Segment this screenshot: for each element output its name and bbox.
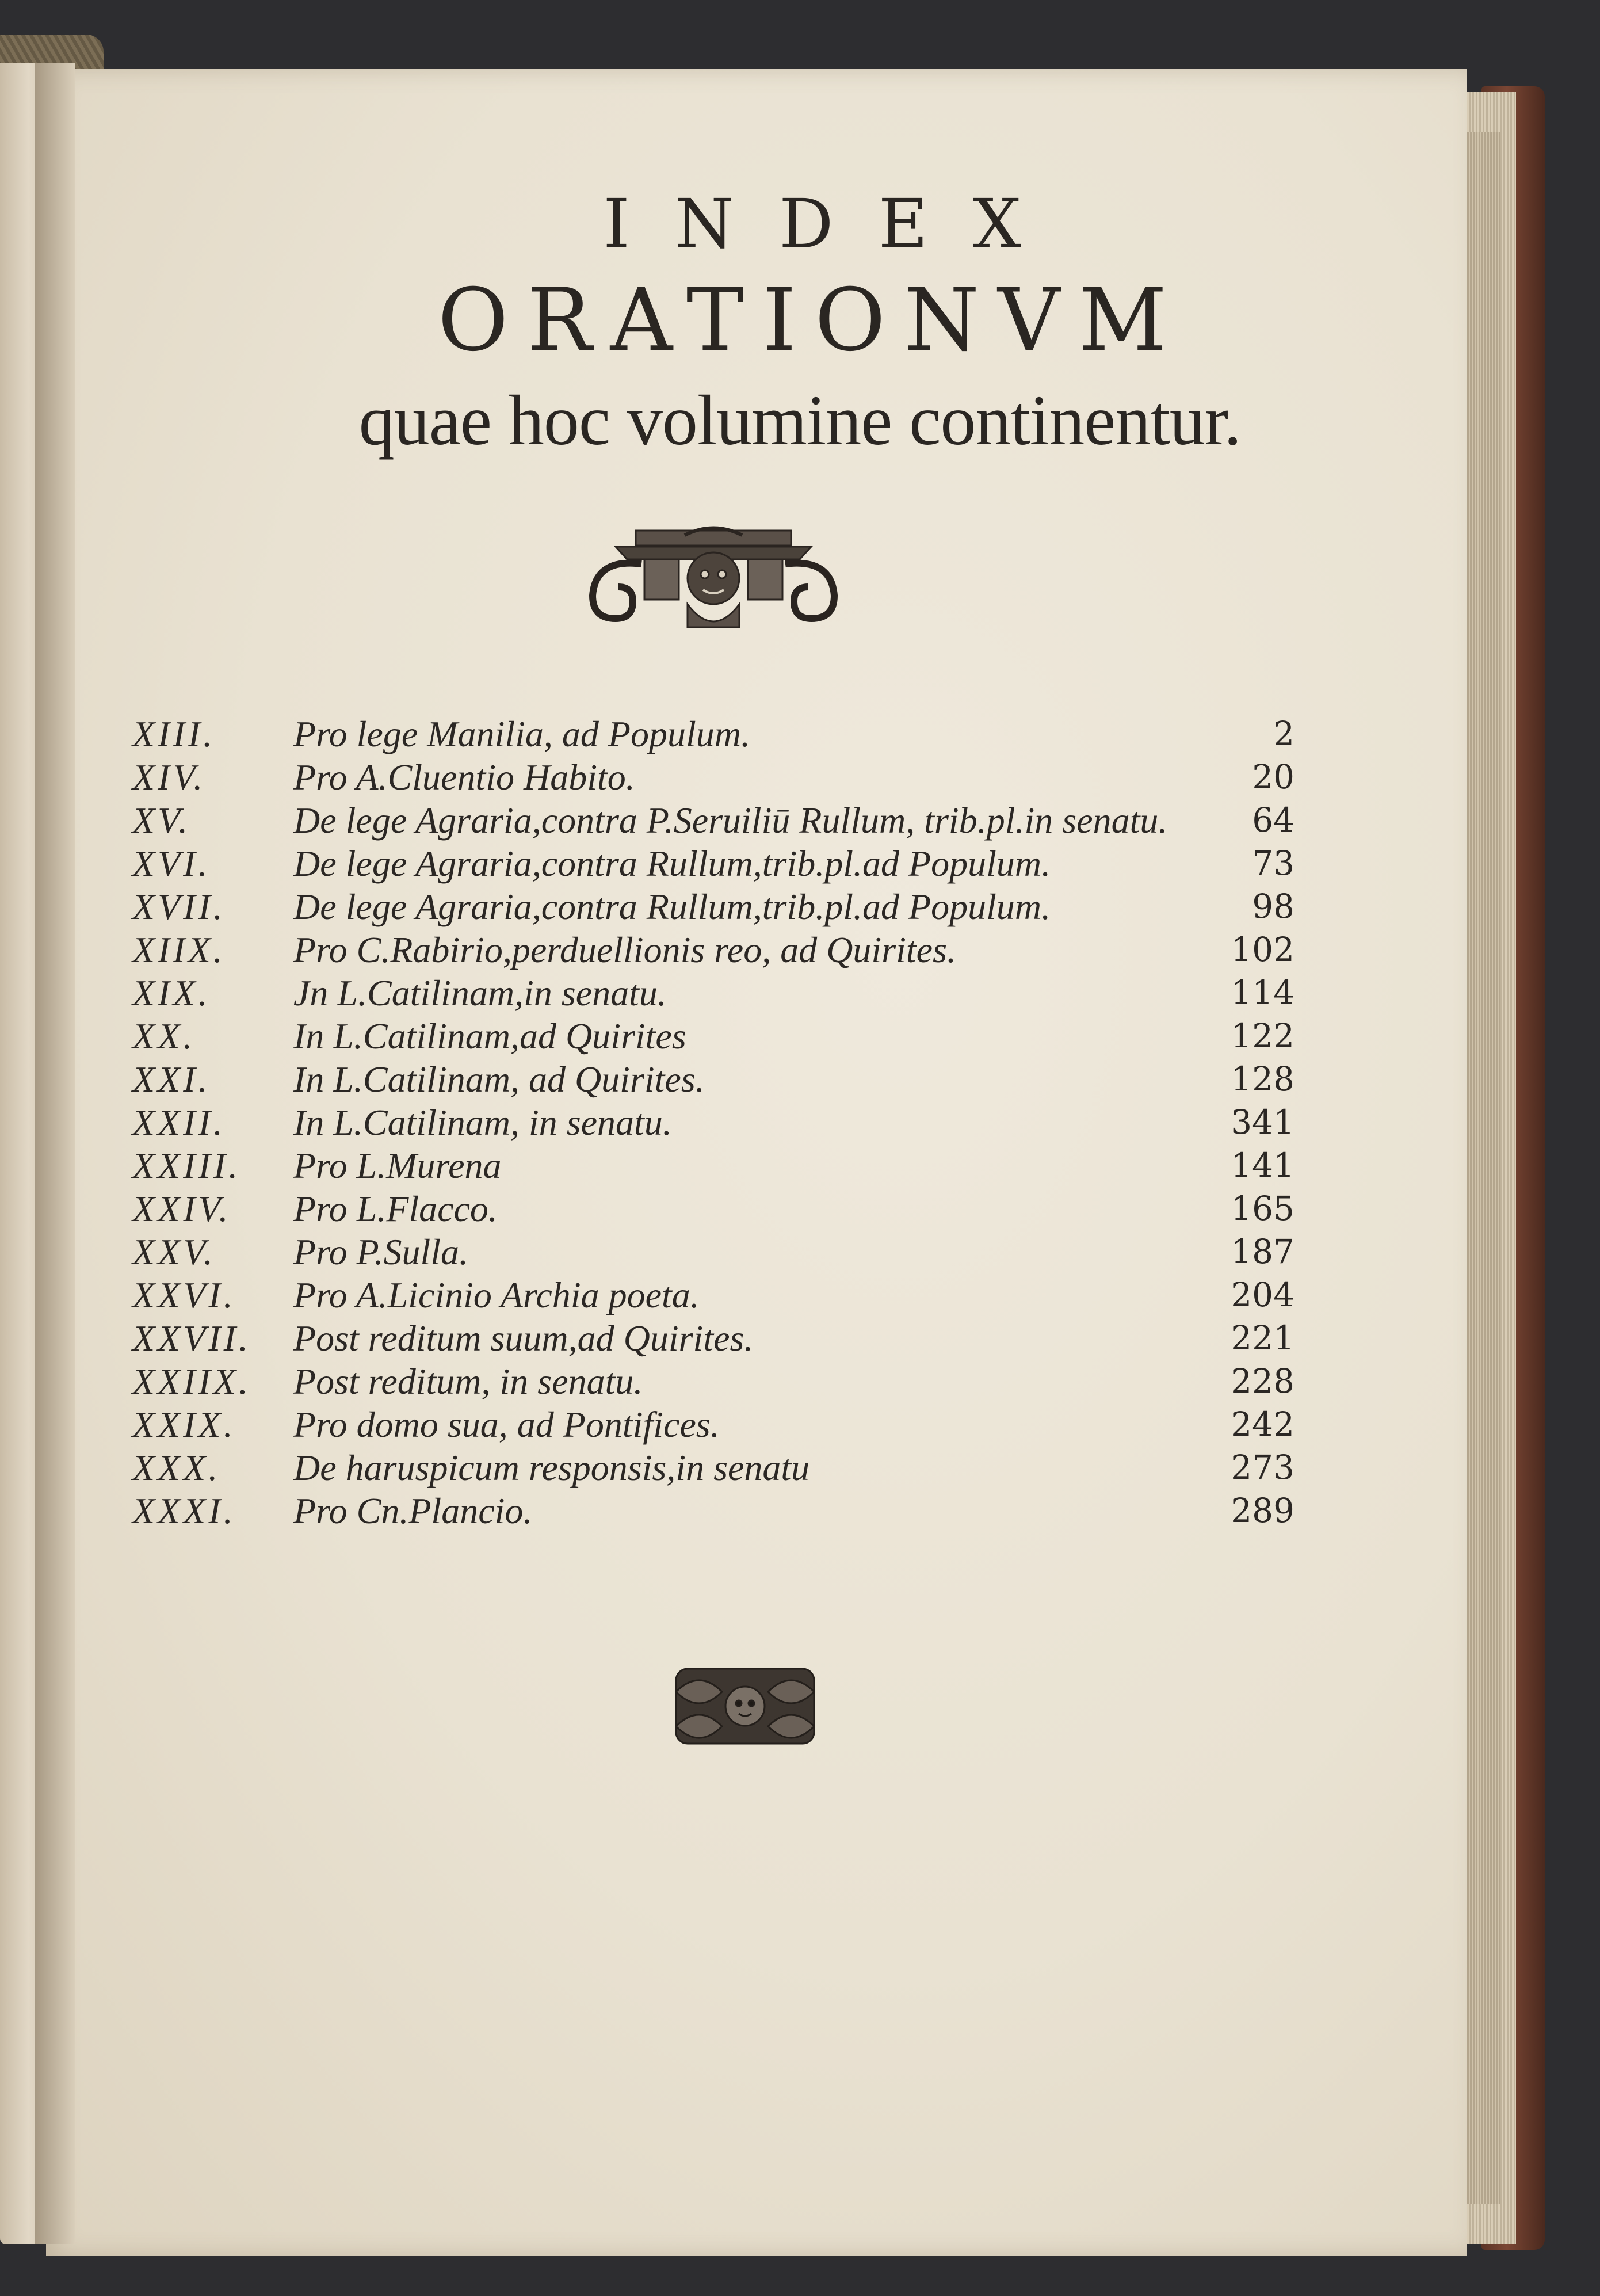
- index-entry-page: 114: [1231, 973, 1294, 1012]
- index-entry-numeral: XVII.: [132, 886, 226, 927]
- index-entry: [132, 971, 1294, 1014]
- index-entry-title: Pro lege Manilia, ad Populum.: [293, 714, 750, 754]
- index-entry-page: 128: [1231, 1059, 1294, 1099]
- index-entry-title: De lege Agraria,contra Rullum,trib.pl.ad Populum.: [293, 886, 1051, 927]
- index-entry-page: 102: [1231, 930, 1294, 969]
- index-entry-page: 122: [1231, 1016, 1294, 1055]
- index-entry-title: Pro Cn.Plancio.: [293, 1490, 533, 1531]
- index-entry-numeral: XXVII.: [132, 1318, 251, 1359]
- index-entry-title: Pro domo sua, ad Pontifices.: [293, 1404, 720, 1445]
- index-entry: [132, 1446, 1294, 1489]
- headpiece-ornament-icon: [581, 524, 846, 644]
- index-entry-page: 141: [1231, 1146, 1294, 1185]
- index-entry: [132, 1489, 1294, 1532]
- index-entry-numeral: XIV.: [132, 757, 206, 798]
- heading-orationum: ORATIONVM: [437, 270, 1186, 371]
- index-entry: [132, 1230, 1294, 1273]
- index-entry: [132, 1187, 1294, 1230]
- index-entry-title: In L.Catilinam, in senatu.: [293, 1102, 672, 1143]
- index-entry-title: De haruspicum responsis,in senatu: [293, 1447, 810, 1488]
- index-entry: [132, 712, 1294, 756]
- index-entry-page: 273: [1231, 1448, 1294, 1487]
- index-entry-page: 341: [1231, 1103, 1294, 1142]
- index-entry-title: Post reditum suum,ad Quirites.: [293, 1318, 754, 1359]
- index-entry-numeral: XIIX.: [132, 929, 226, 970]
- index-entry-title: Jn L.Catilinam,in senatu.: [293, 972, 667, 1013]
- index-entry: [132, 1273, 1294, 1317]
- index-entry-title: De lege Agraria,contra P.Seruiliū Rullum, trib.pl.in senatu.: [293, 800, 1168, 841]
- index-entry: [132, 1360, 1294, 1403]
- index-entry: [132, 1101, 1294, 1144]
- index-entry-title: Pro L.Murena: [293, 1145, 502, 1186]
- index-entry-numeral: XXIIX.: [132, 1361, 251, 1402]
- index-entry-page: 165: [1231, 1189, 1294, 1228]
- index-entry-page: 64: [1252, 800, 1294, 840]
- heading-index: INDEX: [603, 184, 1066, 264]
- tailpiece-ornament-icon: [667, 1657, 823, 1755]
- index-entry-page: 187: [1231, 1232, 1294, 1271]
- index-entry-numeral: XXII.: [132, 1102, 226, 1143]
- index-entry-page: 98: [1252, 887, 1294, 926]
- index-entry-numeral: XXVI.: [132, 1275, 236, 1315]
- index-entry-page: 289: [1231, 1491, 1294, 1530]
- index-entry-numeral: XXIII.: [132, 1145, 241, 1186]
- index-entry-title: Pro A.Cluentio Habito.: [293, 757, 635, 798]
- index-entry-numeral: XXI.: [132, 1059, 211, 1100]
- index-entry-title: Pro C.Rabirio,perduellionis reo, ad Quirites.: [293, 929, 956, 970]
- index-entry-title: In L.Catilinam, ad Quirites.: [293, 1059, 705, 1100]
- index-entry-title: Pro A.Licinio Archia poeta.: [293, 1275, 700, 1315]
- index-entry-numeral: XXV.: [132, 1231, 216, 1272]
- index-entry-numeral: XXX.: [132, 1447, 221, 1488]
- index-entry-page: 221: [1231, 1318, 1294, 1357]
- index-entry: [132, 1014, 1294, 1058]
- index-entry-numeral: XV.: [132, 800, 190, 841]
- index-entry: [132, 842, 1294, 885]
- index-entry: [132, 1144, 1294, 1187]
- index-entry: [132, 1058, 1294, 1101]
- index-entry: [132, 1403, 1294, 1446]
- index-entry-numeral: XXIX.: [132, 1404, 236, 1445]
- index-entry-title: Pro P.Sulla.: [293, 1231, 469, 1272]
- index-entry: [132, 885, 1294, 928]
- index-entry-numeral: XIII.: [132, 714, 216, 754]
- index-entry-numeral: XXXI.: [132, 1490, 236, 1531]
- index-entry-numeral: XVI.: [132, 843, 211, 884]
- index-entry-numeral: XX.: [132, 1016, 196, 1057]
- index-entry-page: 2: [1273, 714, 1294, 753]
- index-entry-numeral: XIX.: [132, 972, 211, 1013]
- index-entry: [132, 756, 1294, 799]
- heading-subtitle: quae hoc volumine continentur.: [358, 381, 1242, 460]
- index-entry-title: Post reditum, in senatu.: [293, 1361, 643, 1402]
- index-entry-page: 242: [1231, 1405, 1294, 1444]
- index-entry-title: Pro L.Flacco.: [293, 1188, 498, 1229]
- index-entry: [132, 928, 1294, 971]
- index-entry-page: 228: [1231, 1361, 1294, 1401]
- index-entry-title: De lege Agraria,contra Rullum,trib.pl.ad Populum.: [293, 843, 1051, 884]
- index-entry-page: 204: [1231, 1275, 1294, 1314]
- index-entry-page: 73: [1252, 844, 1294, 883]
- index-entry: [132, 799, 1294, 842]
- index-entry-numeral: XXIV.: [132, 1188, 231, 1229]
- index-list: [132, 712, 1294, 1532]
- index-entry-title: In L.Catilinam,ad Quirites: [293, 1016, 686, 1057]
- index-entry-page: 20: [1252, 757, 1294, 796]
- index-entry: [132, 1317, 1294, 1360]
